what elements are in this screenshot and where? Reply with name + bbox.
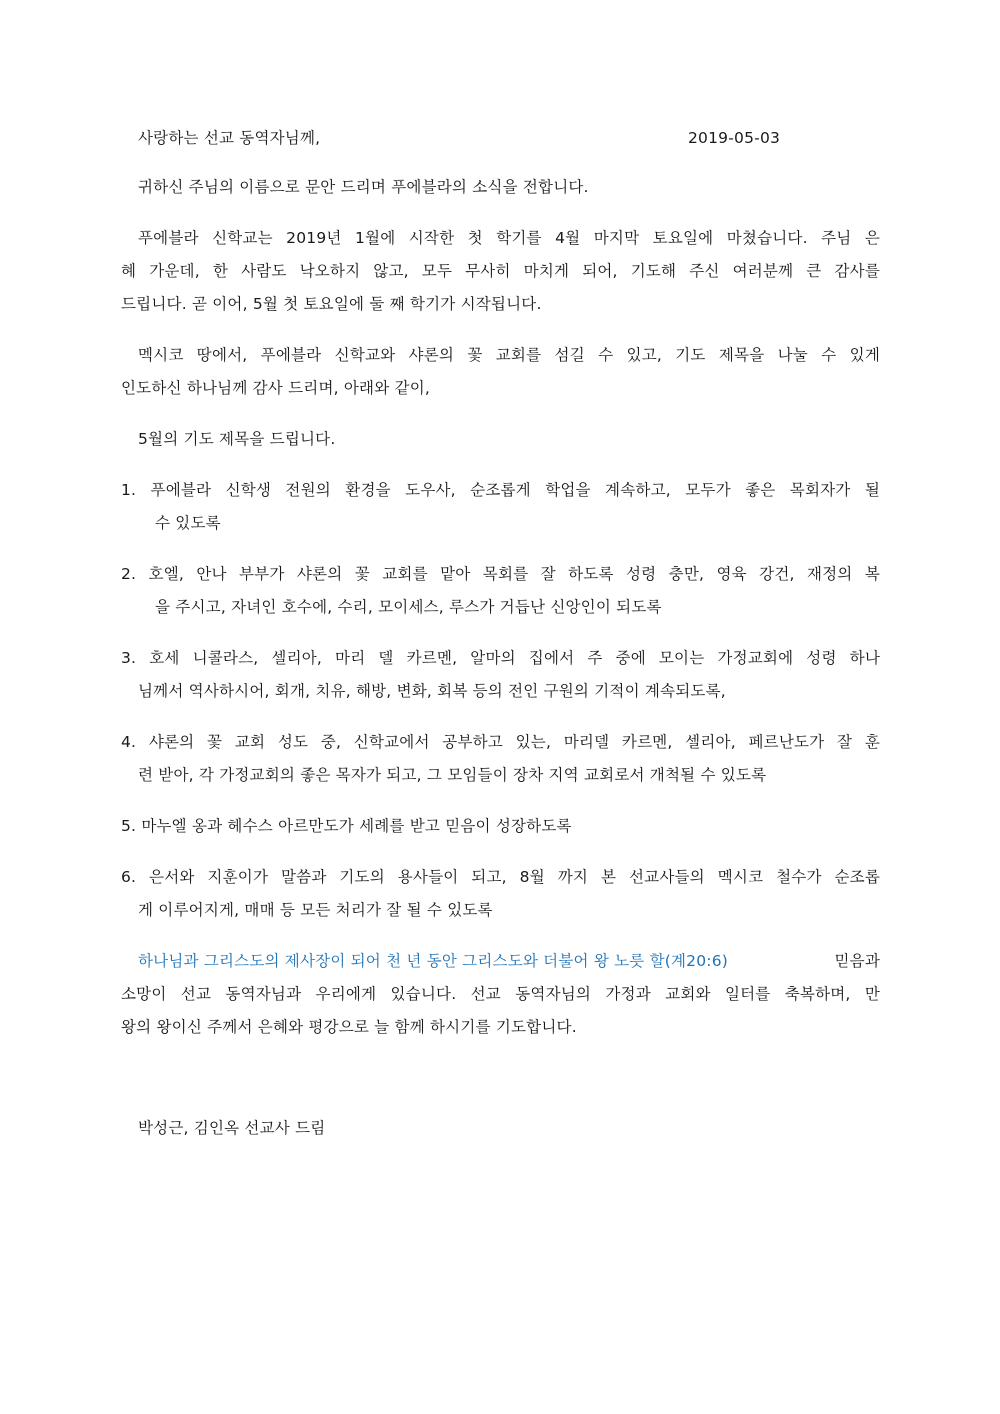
para1-line2: 혜 가운데, 한 사람도 낙오하지 않고, 모두 무사히 마치게 되어, 기도해 주신 여러분께 큰 감사를 — [121, 262, 880, 280]
intro: 귀하신 주님의 이름으로 문안 드리며 푸에블라의 소식을 전합니다. — [138, 178, 589, 196]
list-item-1-line2: 수 있도록 — [155, 514, 221, 532]
list-item-2-line2: 을 주시고, 자녀인 호수에, 수리, 모이세스, 루스가 거듭난 신앙인이 되도록 — [155, 598, 662, 616]
date: 2019-05-03 — [688, 129, 781, 147]
scripture-verse: 하나님과 그리스도의 제사장이 되어 천 년 동안 그리스도와 더불어 왕 노릇 할(계20:6) — [138, 952, 729, 970]
signature: 박성근, 김인옥 선교사 드림 — [138, 1119, 326, 1137]
closing-line3: 왕의 왕이신 주께서 은혜와 평강으로 늘 함께 하시기를 기도합니다. — [121, 1018, 577, 1036]
greeting: 사랑하는 선교 동역자님께, — [138, 129, 321, 147]
para1-line3: 드립니다. 곧 이어, 5월 첫 토요일에 둘 째 학기가 시작됩니다. — [121, 295, 542, 313]
para1-line1: 푸에블라 신학교는 2019년 1월에 시작한 첫 학기를 4월 마지막 토요일에 마쳤습니다. 주님 은 — [138, 229, 880, 247]
closing-line1-rest: 믿음과 — [829, 952, 880, 970]
list-item-6-line1: 6. 은서와 지훈이가 말씀과 기도의 용사들이 되고, 8월 까지 본 선교사들의 멕시코 철수가 순조롭 — [121, 868, 880, 886]
list-item-6-line2: 게 이루어지게, 매매 등 모든 처리가 잘 될 수 있도록 — [138, 901, 493, 919]
closing-line1 — [138, 951, 880, 971]
list-item-4-line2: 련 받아, 각 가정교회의 좋은 목자가 되고, 그 모임들이 장차 지역 교회로서 개척될 수 있도록 — [138, 766, 767, 784]
list-item-4-line1: 4. 샤론의 꽃 교회 성도 중, 신학교에서 공부하고 있는, 마리델 카르멘, 셀리아, 페르난도가 잘 훈 — [121, 733, 880, 751]
list-item-1-line1: 1. 푸에블라 신학생 전원의 환경을 도우사, 순조롭게 학업을 계속하고, 모두가 좋은 목회자가 될 — [121, 481, 880, 499]
list-item-5: 5. 마누엘 옹과 헤수스 아르만도가 세례를 받고 믿음이 성장하도록 — [121, 817, 572, 835]
closing-line2: 소망이 선교 동역자님과 우리에게 있습니다. 선교 동역자님의 가정과 교회와 일터를 축복하며, 만 — [121, 985, 880, 1003]
para2-line2: 인도하신 하나님께 감사 드리며, 아래와 같이, — [121, 379, 431, 397]
list-item-3-line1: 3. 호세 니콜라스, 셀리아, 마리 델 카르멘, 알마의 집에서 주 중에 모이는 가정교회에 성령 하나 — [121, 649, 880, 667]
list-item-2-line1: 2. 호엘, 안나 부부가 샤론의 꽃 교회를 맡아 목회를 잘 하도록 성령 충만, 영육 강건, 재정의 복 — [121, 565, 880, 583]
list-item-3-line2: 님께서 역사하시어, 회개, 치유, 해방, 변화, 회복 등의 전인 구원의 기적이 계속되도록, — [138, 682, 726, 700]
para2-line1: 멕시코 땅에서, 푸에블라 신학교와 샤론의 꽃 교회를 섬길 수 있고, 기도 제목을 나눌 수 있게 — [138, 346, 880, 364]
prayer-heading: 5월의 기도 제목을 드립니다. — [138, 430, 336, 448]
